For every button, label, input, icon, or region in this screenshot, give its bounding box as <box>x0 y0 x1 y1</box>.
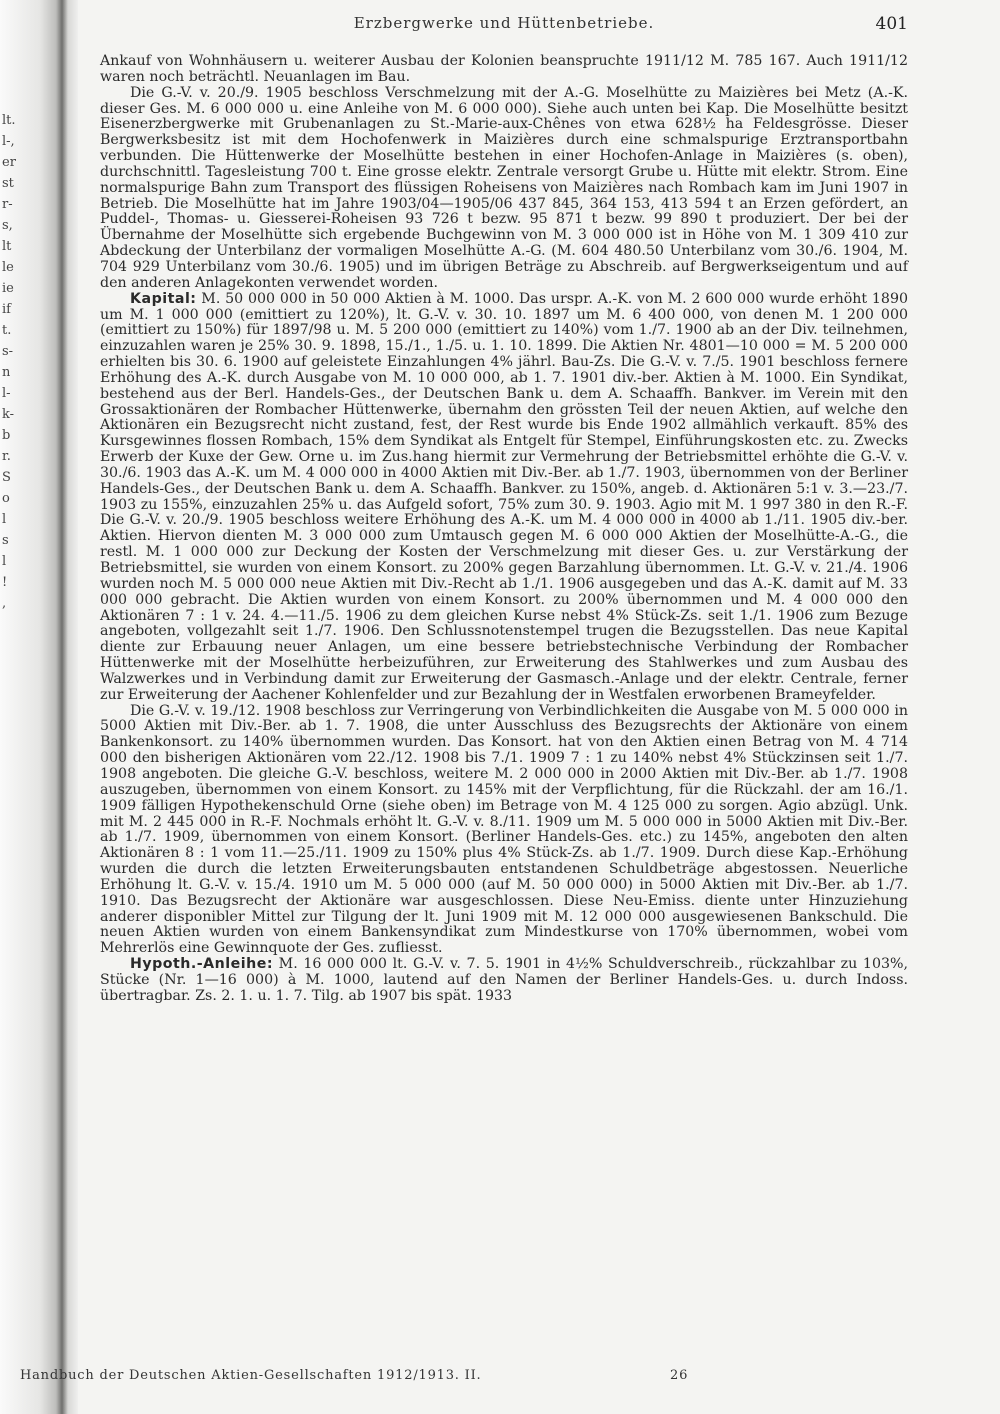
margin-fragment: l-, <box>2 134 15 149</box>
paragraph-moselhuette: Die G.-V. v. 20./9. 1905 beschloss Verschmelzung mit der A.-G. Moselhütte zu Maizières bei Metz (A.-K. dieser Ges. M. 6 000 000 u. eine Anleihe von M. 6 000 000). Siehe auch unten bei Kap. Die Moselhütte besitzt Eisenerzbergwerke mit Grubenanlagen zu St.-Marie-aux-Chênes von etwa 628½ ha Feldesgrösse. Dieser Bergwerksbesitz ist mit dem Hochofenwerk in Maizières durch eine schmalspurige Erztransportbahn verbunden. Die Hüttenwerke der Moselhütte bestehen in einer Hochofen-Anlage in Maizières (s. oben), durchschnittl. Tagesleistung 700 t. Eine grosse elektr. Zentrale versorgt Grube u. Hütte mit elektr. Strom. Eine normalspurige Bahn zum Transport des flüssigen Roheisens von Maizières nach Rombach kam im Juni 1907 in Betrieb. Die Moselhütte hat im Jahre 1903/04—1905/06 437 845, 364 153, 413 594 t an Erzen gefördert, an Puddel-, Thomas- u. Giesserei-Roheisen 93 726 t bezw. 95 871 t bezw. 99 890 t produziert. Der bei der Übernahme der Moselhütte sich ergebende Buchgewinn von M. 3 000 000 ist in Höhe von M. 1 309 410 zur Abdeckung der Unterbilanz der vormaligen Moselhütte A.-G. (M. 604 480.50 Unterbilanz vom 30./6. 1904, M. 704 929 Unterbilanz vom 30./6. 1905) und im übrigen Beträge zu Abschreib. auf Bergwerkseigentum und auf den anderen Anlagekonten verwendet worden. <box>100 84 908 291</box>
page-header <box>100 14 908 54</box>
paragraph-kapitalerhoehung-1908: Die G.-V. v. 19./12. 1908 beschloss zur Verringerung von Verbindlichkeiten die Ausgabe von M. 5 000 000 in 5000 Aktien mit Div.-Ber. ab 1. 7. 1908, die unter Ausschluss des Bezugsrechts der Aktionäre von einem Bankenkonsort. zu 140% übernommen wurden. Das Konsort. hat von den Aktien einen Betrag von M. 4 714 000 den bisherigen Aktionären vom 22./12. 1908 bis 7./1. 1909 7 : 1 zu 140% nebst 4% Stückzinsen seit 1./7. 1908 angeboten. Die gleiche G.-V. beschloss, weitere M. 2 000 000 in 2000 Aktien mit Div.-Ber. ab 1./7. 1908 auszugeben, übernommen von einem Konsort. zu 145% mit der Verpflichtung, für die Rückzahl. der am 16./1. 1909 fälligen Hypothekenschuld Orne (siehe oben) im Betrage von M. 4 125 000 zu sorgen. Agio abzügl. Unk. mit M. 2 445 000 in R.-F. Nochmals erhöht lt. G.-V. v. 8./11. 1909 um M. 5 000 000 in 5000 Aktien mit Div.-Ber. ab 1./7. 1909, übernommen von einem Konsort. (Berliner Handels-Ges. etc.) zu 145%, angeboten den alten Aktionären 8 : 1 vom 11.—25./11. 1909 zu 150% plus 4% Stück-Zs. ab 1./7. 1909. Durch diese Kap.-Erhöhung wurden die durch die letzten Erweiterungsbauten entstandenen Schuldbeträge abgestossen. Neuerliche Erhöhung lt. G.-V. v. 15./4. 1910 um M. 5 000 000 (auf M. 50 000 000) in 5000 Aktien mit Div.-Ber. ab 1./7. 1910. Das Bezugsrecht der Aktionäre war ausgeschlossen. Diese Neu-Emiss. diente unter Hinzuziehung anderer disponibler Mittel zur Tilgung der lt. Juni 1909 mit M. 12 000 000 ausgewiesenen Bankschuld. Die neuen Aktien wurden von einem Bankensyndikat zum Mindestkurse von 170% übernommen, wobei vom Mehrerlös eine Gewinnquote der Ges. zufliesst. <box>100 702 908 957</box>
section-heading-kapital: Kapital: <box>130 290 197 307</box>
margin-fragment: ie <box>2 281 14 296</box>
paragraph-hypoth-anleihe: Hypoth.-Anleihe: M. 16 000 000 lt. G.-V. v. 7. 5. 1901 in 4½% Schuldverschreib., rückzahlbar zu 103%, Stücke (Nr. 1—16 000) à M. 1000, lautend auf den Namen der Berliner Handels-Ges. u. durch Indoss. übertragbar. Zs. 2. 1. u. 1. 7. Tilg. ab 1907 bis spät. 1933 <box>100 956 908 1004</box>
footer-signature: 26 <box>670 1368 689 1383</box>
facing-page-fragments <box>2 110 16 614</box>
margin-fragment: s <box>2 533 9 548</box>
margin-fragment: S <box>2 470 11 485</box>
margin-fragment: er <box>2 155 16 170</box>
paragraph-kolonien: Ankauf von Wohnhäusern u. weiterer Ausbau der Kolonien beanspruchte 1911/12 M. 785 167. Auch 1911/12 waren noch beträchtl. Neuanlagen im Bau. <box>100 53 908 85</box>
margin-fragment: ! <box>2 575 8 590</box>
paragraph-kapital: Kapital: M. 50 000 000 in 50 000 Aktien à M. 1000. Das urspr. A.-K. von M. 2 600 000 wurde erhöht 1890 um M. 1 000 000 (emittiert zu 120%), lt. G.-V. v. 30. 10. 1897 um M. 6 400 000, von denen M. 1 200 000 (emittiert zu 150%) für 1897/98 u. M. 5 200 000 (emittiert zu 140%) vom 1./7. 1900 ab an der Div. teilnehmen, einzuzahlen waren je 25% 30. 9. 1898, 15./1., 1./5. u. 1. 10. 1899. Die Aktien Nr. 4801—10 000 = M. 5 200 000 erhielten bis 30. 6. 1900 auf geleistete Einzahlungen 4% jährl. Bau-Zs. Die G.-V. v. 7./5. 1901 beschloss fernere Erhöhung des A.-K. durch Ausgabe von M. 10 000 000, ab 1. 7. 1901 div.-ber. Aktien à M. 1000. Ein Syndikat, bestehend aus der Berl. Handels-Ges., der Deutschen Bank u. dem A. Schaaffh. Bankver. im Verein mit den Grossaktionären der Rombacher Hüttenwerke, übernahm den grössten Teil der neuen Aktien, auf welche den Aktionären ein Bezugsrecht nicht zustand, fest, der Rest wurde bis Ende 1902 allmählich verkauft. 85% des Kursgewinnes flossen Rombach, 15% dem Syndikat als Entgelt für Stempel, Einführungskosten etc. zu. Zwecks Erwerb der Kuxe der Gew. Orne u. im Zus.hang hiermit zur Vermehrung der Betriebsmittel erhöhte die G.-V. v. 30./6. 1903 das A.-K. um M. 4 000 000 in 4000 Aktien mit Div.-Ber. ab 1./7. 1903, übernommen von der Berliner Handels-Ges., der Deutschen Bank u. dem A. Schaaffh. Bankver. zu 150%, angeb. d. Aktionären 5:1 v. 3.—23./7. 1903 zu 155%, einzuzahlen 25% u. das Aufgeld sofort, 75% zum 30. 9. 1903. Agio mit M. 1 997 380 in den R.-F. Die G.-V. v. 20./9. 1905 beschloss weitere Erhöhung des A.-K. um M. 4 000 000 in 4000 ab 1./11. 1905 div.-ber. Aktien. Hiervon dienten M. 3 000 000 zum Umtausch gegen M. 6 000 000 Aktien der Moselhütte-A.-G., die restl. M. 1 000 000 zur Deckung der Kosten der Verschmelzung mit dieser Ges. u. zur Verstärkung der Betriebsmittel, sie wurden von einem Konsort. zu 200% gegen Barzahlung übernommen. Lt. G.-V. v. 21./4. 1906 wurden noch M. 5 000 000 neue Aktien mit Div.-Recht ab 1./1. 1906 ausgegeben und das A.-K. damit auf M. 33 000 000 gebracht. Die Aktien wurden von einem Konsort. zu 200% übernommen und M. 4 000 000 den Aktionären 7 : 1 v. 24. 4.—11./5. 1906 zu dem gleichen Kurse nebst 4% Stück-Zs. seit 1./1. 1906 zum Bezuge angeboten, vollgezahlt seit 1./7. 1906. Den Schlussnotenstempel trugen die Bezugsstellen. Das neue Kapital diente zur Erbauung neuer Anlagen, um eine bessere betriebstechnische Verbindung der Rombacher Hüttenwerke mit der Moselhütte herbeizuführen, zur Erweiterung des Stahlwerkes und zum Ausbau des Walzwerkes und in Verbindung damit zur Erweiterung der Gasmasch.-Anlage und der elektr. Centrale, ferner zur Erweiterung der Aachener Kohlenfelder und zur Bezahlung der in Westfalen erworbenen Brameyfelder. <box>100 290 908 703</box>
margin-fragment: l- <box>2 386 11 401</box>
margin-fragment: if <box>2 302 11 317</box>
margin-fragment: l <box>2 554 7 569</box>
margin-fragment: lt <box>2 239 12 254</box>
running-title: Erzbergwerke und Hüttenbetriebe. <box>353 14 655 32</box>
margin-fragment: r. <box>2 449 11 464</box>
margin-fragment: t. <box>2 323 12 338</box>
page-number: 401 <box>875 14 908 34</box>
margin-fragment: , <box>2 596 7 611</box>
footer-source: Handbuch der Deutschen Aktien-Gesellschaften 1912/1913. II. <box>20 1368 482 1383</box>
margin-fragment: o <box>2 491 10 506</box>
margin-fragment: b <box>2 428 11 443</box>
margin-fragment: n <box>2 365 11 380</box>
margin-fragment: lt. <box>2 113 16 128</box>
margin-fragment: l <box>2 512 7 527</box>
section-heading-hypoth-anleihe: Hypoth.-Anleihe: <box>130 956 274 973</box>
document-page <box>100 14 908 1005</box>
margin-fragment: st <box>2 176 14 191</box>
margin-fragment: k- <box>2 407 15 422</box>
margin-fragment: s, <box>2 218 13 233</box>
margin-fragment: s- <box>2 344 14 359</box>
body-text <box>100 54 908 1005</box>
margin-fragment: r- <box>2 197 13 212</box>
margin-fragment: le <box>2 260 14 275</box>
